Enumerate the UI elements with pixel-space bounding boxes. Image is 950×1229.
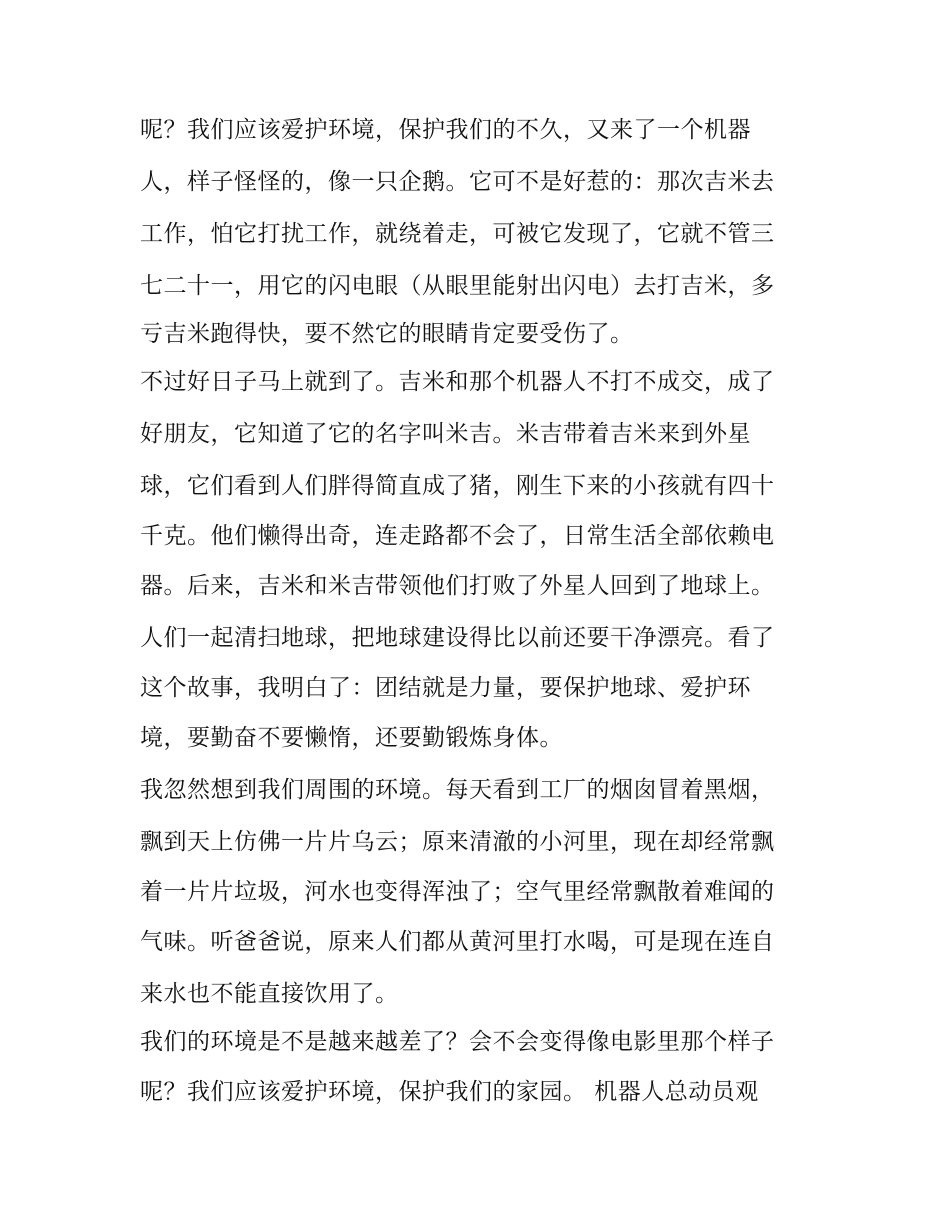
text-line: 呢？我们应该爱护环境，保护我们的不久，又来了一个机器	[140, 117, 751, 143]
text-line: 工作，怕它打扰工作，就绕着走，可被它发现了，它就不管三	[140, 221, 775, 247]
text-line: 飘到天上仿佛一片片乌云；原来清澈的小河里，现在却经常飘	[140, 829, 775, 855]
text-line: 器。后来，吉米和米吉带领他们打败了外星人回到了地球上。	[140, 573, 775, 599]
text-line: 境，要勤奋不要懒惰，还要勤锻炼身体。	[140, 725, 563, 751]
text-line: 这个故事，我明白了：团结就是力量，要保护地球、爱护环	[140, 675, 751, 701]
text-line: 好朋友，它知道了它的名字叫米吉。米吉带着吉米来到外星	[140, 421, 751, 447]
text-line: 亏吉米跑得快，要不然它的眼睛肯定要受伤了。	[140, 321, 634, 347]
text-line: 人们一起清扫地球，把地球建设得比以前还要干净漂亮。看了	[140, 625, 775, 651]
text-line: 着一片片垃圾，河水也变得浑浊了；空气里经常飘散着难闻的	[140, 879, 775, 905]
text-line: 人，样子怪怪的，像一只企鹅。它可不是好惹的：那次吉米去	[140, 169, 775, 195]
text-line: 球，它们看到人们胖得简直成了猪，刚生下来的小孩就有四十	[140, 473, 775, 499]
text-line: 我们的环境是不是越来越差了？会不会变得像电影里那个样子	[140, 1029, 775, 1055]
text-line: 七二十一，用它的闪电眼（从眼里能射出闪电）去打吉米，多	[140, 273, 775, 299]
text-line: 千克。他们懒得出奇，连走路都不会了，日常生活全部依赖电	[140, 523, 775, 549]
text-line: 不过好日子马上就到了。吉米和那个机器人不打不成交，成了	[140, 369, 775, 395]
text-line: 呢？我们应该爱护环境，保护我们的家园。 机器人总动员观	[140, 1079, 759, 1105]
text-line: 我忽然想到我们周围的环境。每天看到工厂的烟囱冒着黑烟，	[140, 777, 775, 803]
text-line: 来水也不能直接饮用了。	[140, 981, 399, 1007]
text-line: 气味。听爸爸说，原来人们都从黄河里打水喝，可是现在连自	[140, 929, 775, 955]
